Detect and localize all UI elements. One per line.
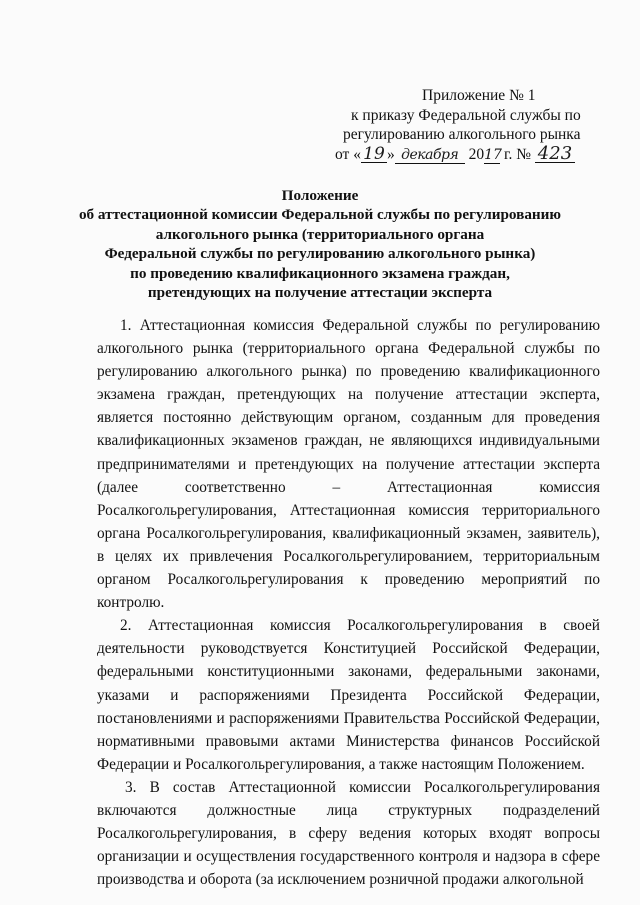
- paragraph-3: 3. В состав Аттестационной комиссии Росалкогольрегулирования включаются должностные лица структурных подразделений Росалкогольрегулирования, в сферу ведения которых входят вопросы организации и осуществления государственного контроля и надзора в сфере производства и оборота (за исключением розничной продажи алкогольной: [97, 778, 600, 889]
- appendix-agency-line: регулированию алкогольного рынка: [343, 126, 581, 143]
- title-line: Федеральной службы по регулированию алкогольного рынка): [104, 245, 536, 263]
- title-line: Положение: [281, 187, 359, 204]
- paragraph-1: 1. Аттестационная комиссия Федеральной службы по регулированию алкогольного рынка (территориального органа Федеральной службы по регулированию алкогольного рынка) по проведению квалификационного экзамена граждан, претендующих на получение аттестации эксперта, является постоянно действующим органом, созданным для проведения квалификационных экзаменов граждан, не являющихся индивидуальными предпринимателями и претендующих на получение аттестации эксперта (далее соответственно – Аттестационная комиссия Росалкогольрегулирования, Аттестационная комиссия территориального органа Росалкогольрегулирования, квалификационный экзамен, заявитель), в целях их привлечения Росалкогольрегулированием, территориальным органом Росалкогольрегулирования к проведению мероприятий по контролю.: [97, 317, 600, 612]
- handwritten-year: 17: [484, 146, 502, 163]
- date-prefix: от «: [335, 145, 361, 163]
- handwritten-month: декабря: [395, 147, 465, 164]
- year-word: г. №: [500, 145, 535, 163]
- appendix-date-line: [335, 142, 595, 165]
- appendix-header: [335, 86, 595, 164]
- title-line: об аттестационной комиссии Федеральной службы по регулированию: [78, 206, 562, 224]
- date-close-quote: »: [386, 145, 395, 163]
- title-line: алкогольного рынка (территориального органа: [155, 225, 485, 243]
- appendix-order-line: к приказу Федеральной службы по: [351, 106, 581, 124]
- appendix-title: Приложение № 1: [422, 87, 536, 104]
- handwritten-order-number: 423: [535, 146, 575, 163]
- handwritten-day: 19: [361, 146, 387, 163]
- document-title: [40, 186, 600, 302]
- paragraph-2: 2. Аттестационная комиссия Росалкогольрегулирования в своей деятельности руководствуется Конституцией Российской Федерации, федеральными конституционными законами, федеральными законами, указами и распоряжениями Президента Российской Федерации, постановлениями и распоряжениями Правительства Российской Федерации, нормативными правовыми актами Министерства финансов Российской Федерации и Росалкогольрегулирования, а также настоящим Положением.: [97, 617, 600, 773]
- year-prefix: 20: [464, 145, 485, 163]
- title-line: по проведению квалификационного экзамена граждан,: [130, 264, 510, 282]
- title-line: претендующих на получение аттестации эксперта: [147, 284, 493, 302]
- document-body: [97, 314, 600, 891]
